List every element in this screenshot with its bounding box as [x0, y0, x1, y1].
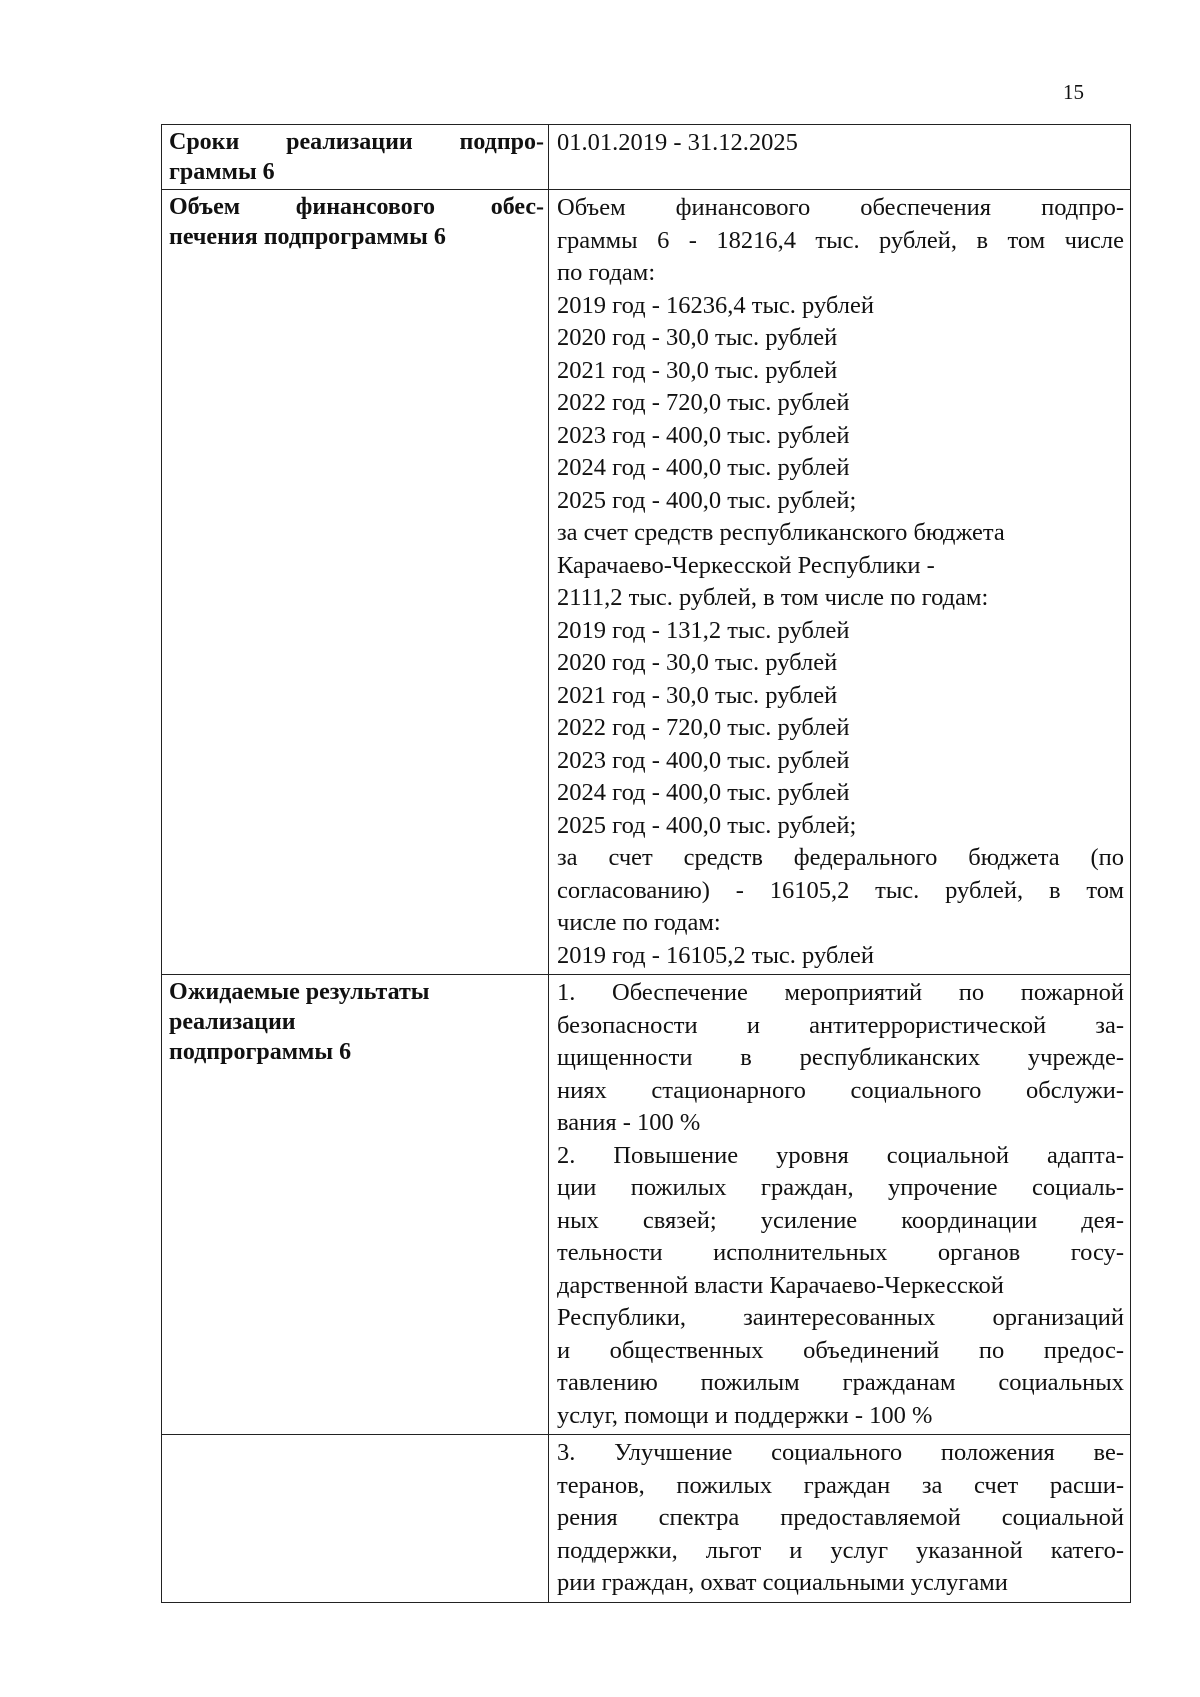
table-row	[162, 190, 1131, 975]
row-label	[162, 190, 549, 975]
value-line: и общественных объединений по предос-	[557, 1336, 1124, 1364]
subprogram-passport-table	[161, 124, 1131, 1603]
label-line: Объем финансового обес-	[169, 194, 544, 220]
table-row	[162, 975, 1131, 1435]
row-label	[162, 1435, 549, 1603]
value-line: 1. Обеспечение мероприятий по пожарной	[557, 979, 1124, 1006]
value-line: тавлению пожилым гражданам социальных	[557, 1369, 1124, 1396]
value-line: 2025 год - 400,0 тыс. рублей;	[557, 486, 857, 514]
value-line: 2023 год - 400,0 тыс. рублей	[557, 746, 850, 774]
row-value	[549, 1435, 1131, 1603]
value-line: за счет средств федерального бюджета (по	[557, 844, 1124, 871]
value-line: по годам:	[557, 259, 656, 286]
value-line: 2024 год - 400,0 тыс. рублей	[557, 454, 850, 481]
value-line: ниях стационарного социального обслужи-	[557, 1076, 1124, 1104]
value-line: 2019 год - 131,2 тыс. рублей	[557, 616, 850, 644]
value-line: граммы 6 - 18216,4 тыс. рублей, в том числе	[557, 226, 1124, 254]
value-line: ных связей; усиление координации дея-	[557, 1206, 1124, 1234]
value-line: тельности исполнительных органов госу-	[557, 1239, 1124, 1266]
value-line: рии граждан, охват социальными услугами	[557, 1569, 1008, 1596]
value-line: безопасности и антитеррористической за-	[557, 1011, 1124, 1039]
row-value	[549, 125, 1131, 190]
value-line: щищенности в республиканских учрежде-	[557, 1044, 1124, 1071]
page-number: 15	[1063, 80, 1084, 104]
value-line: 2020 год - 30,0 тыс. рублей	[557, 649, 838, 676]
value-line: 2019 год - 16105,2 тыс. рублей	[557, 941, 874, 969]
value-line: 2024 год - 400,0 тыс. рублей	[557, 779, 850, 806]
label-line: Ожидаемые результаты	[169, 979, 430, 1005]
table-row	[162, 1435, 1131, 1603]
value-line: 3. Улучшение социального положения ве-	[557, 1439, 1124, 1466]
value-line: теранов, пожилых граждан за счет расши-	[557, 1471, 1124, 1499]
label-line: подпрограммы 6	[169, 1039, 352, 1065]
label-line: печения подпрограммы 6	[169, 224, 446, 250]
value-line: вания - 100 %	[557, 1109, 701, 1136]
table-row	[162, 125, 1131, 190]
row-value	[549, 975, 1131, 1435]
value-line: 2022 год - 720,0 тыс. рублей	[557, 714, 850, 741]
value-line: 2023 год - 400,0 тыс. рублей	[557, 421, 850, 449]
value-line: 2020 год - 30,0 тыс. рублей	[557, 324, 838, 351]
value-line: согласованию) - 16105,2 тыс. рублей, в том	[557, 876, 1124, 904]
label-line: Сроки реализации подпро-	[169, 129, 544, 155]
row-label	[162, 975, 549, 1435]
value-line: 01.01.2019 - 31.12.2025	[557, 129, 798, 156]
value-line: за счет средств республиканского бюджета	[557, 519, 1005, 546]
value-line: 2021 год - 30,0 тыс. рублей	[557, 356, 838, 384]
value-line: 2021 год - 30,0 тыс. рублей	[557, 681, 838, 709]
value-line: дарственной власти Карачаево-Черкесской	[557, 1271, 1004, 1299]
label-line: граммы 6	[169, 159, 275, 185]
value-line: Объем финансового обеспечения подпро-	[557, 194, 1124, 221]
row-value	[549, 190, 1131, 975]
value-line: Республики, заинтересованных организаций	[557, 1304, 1124, 1331]
value-line: Карачаево-Черкесской Республики -	[557, 551, 935, 579]
row-label	[162, 125, 549, 190]
value-line: 2022 год - 720,0 тыс. рублей	[557, 389, 850, 416]
value-line: 2. Повышение уровня социальной адапта-	[557, 1141, 1124, 1169]
value-line: числе по годам:	[557, 909, 721, 936]
value-line: рения спектра предоставляемой социальной	[557, 1504, 1124, 1531]
value-line: 2111,2 тыс. рублей, в том числе по годам:	[557, 584, 989, 611]
value-line: услуг, помощи и поддержки - 100 %	[557, 1401, 933, 1429]
label-line: реализации	[169, 1009, 296, 1035]
value-line: ции пожилых граждан, упрочение социаль-	[557, 1174, 1124, 1201]
value-line: 2019 год - 16236,4 тыс. рублей	[557, 291, 874, 319]
value-line: 2025 год - 400,0 тыс. рублей;	[557, 811, 857, 839]
value-line: поддержки, льгот и услуг указанной катего-	[557, 1536, 1124, 1564]
